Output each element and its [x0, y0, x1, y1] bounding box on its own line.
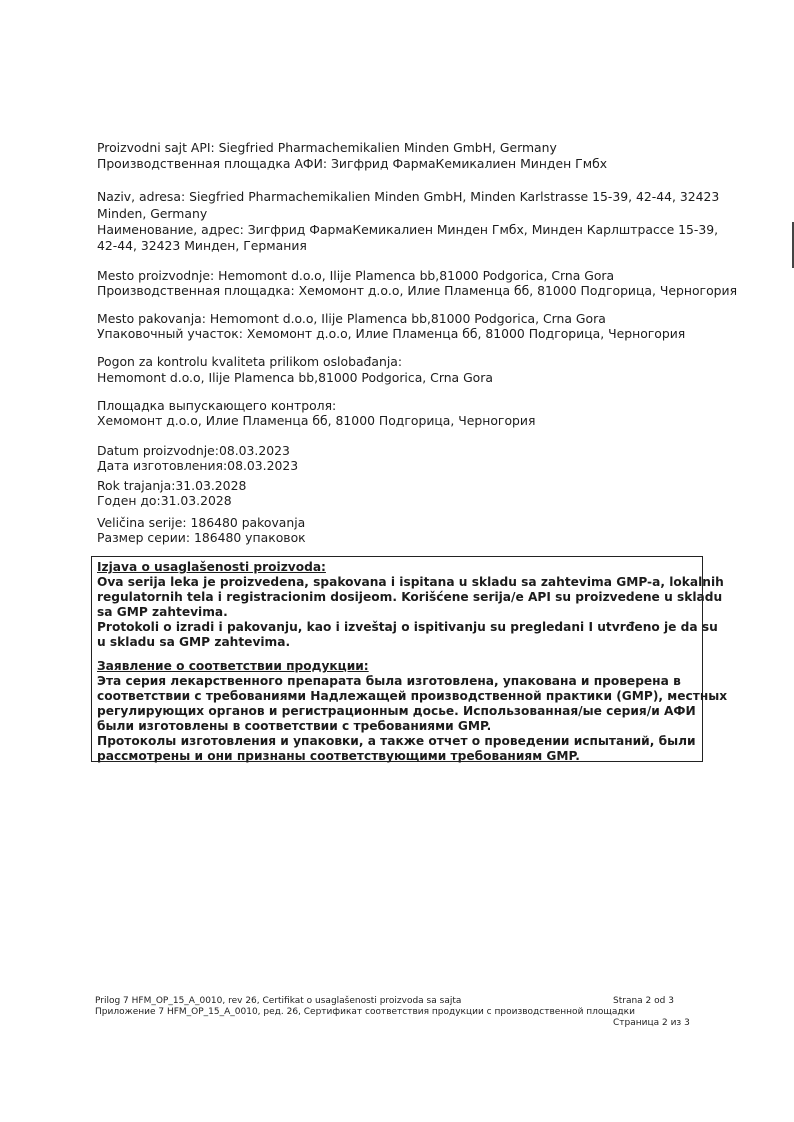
- page-number-ru: Страница 2 из 3: [613, 1018, 690, 1028]
- statement-ru-line-3: регулирующих органов и регистрационным досье. Использованная/ые серия/и АФИ: [97, 704, 696, 718]
- statement-ru-line-2: соответствии с требованиями Надлежащей производственной практики (GMP), местных: [97, 689, 728, 703]
- qc-release-ru-line-1: Площадка выпускающего контроля:: [97, 398, 337, 413]
- pack-place-ru: Упаковочный участок: Хемомонт д.о.о, Илие Пламенца бб, 81000 Подгорица, Черногория: [97, 326, 686, 341]
- qc-release-sr-line-2: Hemomont d.o.o, Ilije Plamenca bb,81000 Podgorica, Crna Gora: [97, 370, 493, 385]
- expiry-ru: Годен до:31.03.2028: [97, 493, 232, 508]
- statement-ru-line-1: Эта серия лекарственного препарата была изготовлена, упакована и проверена в: [97, 674, 681, 688]
- prod-date-sr: Datum proizvodnje:08.03.2023: [97, 443, 290, 458]
- footer-reference-ru: Приложение 7 HFM_OP_15_A_0010, ред. 26, Сертификат соответствия продукции с производственной площадки: [95, 1007, 635, 1017]
- address-sr-line-2: Minden, Germany: [97, 206, 208, 221]
- mfg-place-sr: Mesto proizvodnje: Hemomont d.o.o, Ilije Plamenca bb,81000 Podgorica, Crna Gora: [97, 268, 615, 283]
- batch-size-ru: Размер серии: 186480 упаковок: [97, 530, 306, 545]
- address-ru-line-1: Наименование, адрес: Зигфрид ФармаКемикалиен Минден Гмбх, Минден Карлштрассе 15-39,: [97, 222, 719, 237]
- address-sr-line-1: Naziv, adresa: Siegfried Pharmachemikalien Minden GmbH, Minden Karlstrasse 15-39, 42-44, 32423: [97, 189, 720, 204]
- batch-size-sr: Veličina serije: 186480 pakovanja: [97, 515, 306, 530]
- mfg-place-ru: Производственная площадка: Хемомонт д.о.о, Илие Пламенца бб, 81000 Подгорица, Черногория: [97, 283, 738, 298]
- statement-sr-line-5: u skladu sa GMP zahtevima.: [97, 635, 291, 649]
- api-site-sr: Proizvodni sajt API: Siegfried Pharmachemikalien Minden GmbH, Germany: [97, 140, 557, 155]
- pack-place-sr: Mesto pakovanja: Hemomont d.o.o, Ilije Plamenca bb,81000 Podgorica, Crna Gora: [97, 311, 606, 326]
- address-ru-line-2: 42-44, 32423 Минден, Германия: [97, 238, 307, 253]
- expiry-sr: Rok trajanja:31.03.2028: [97, 478, 247, 493]
- statement-ru-line-4: были изготовлены в соответствии с требованиями GMP.: [97, 719, 492, 733]
- footer-reference-sr: Prilog 7 HFM_OP_15_A_0010, rev 26, Certifikat o usaglašenosti proizvoda sa sajta: [95, 996, 462, 1006]
- statement-sr-line-4: Protokoli o izradi i pakovanju, kao i izveštaj o ispitivanju su pregledani I utvrđeno je da su: [97, 620, 718, 634]
- prod-date-ru: Дата изготовления:08.03.2023: [97, 458, 299, 473]
- statement-sr-line-1: Ova serija leka je proizvedena, spakovana i ispitana u skladu sa zahtevima GMP-a, lokalnih: [97, 575, 724, 589]
- qc-release-ru-line-2: Хемомонт д.о.о, Илие Пламенца бб, 81000 Подгорица, Черногория: [97, 413, 536, 428]
- statement-heading-ru: Заявление о соответствии продукции:: [97, 659, 369, 673]
- statement-sr-line-3: sa GMP zahtevima.: [97, 605, 228, 619]
- statement-heading-sr: Izjava o usaglašenosti proizvoda:: [97, 560, 326, 574]
- conformity-statement-box: [91, 556, 728, 763]
- statement-ru-line-5: Протоколы изготовления и упаковки, а также отчет о проведении испытаний, были: [97, 734, 696, 748]
- qc-release-sr-line-1: Pogon za kontrolu kvaliteta prilikom oslobađanja:: [97, 354, 403, 369]
- page-number-sr: Strana 2 od 3: [613, 996, 674, 1006]
- statement-sr-line-2: regulatornih tela i registracionim dosijeom. Korišćene serija/e API su proizvedene u skladu: [97, 590, 723, 604]
- statement-ru-line-6: рассмотрены и они признаны соответствующими требованиям GMP.: [97, 749, 580, 763]
- api-site-ru: Производственная площадка АФИ: Зигфрид ФармаКемикалиен Минден Гмбх: [97, 156, 608, 171]
